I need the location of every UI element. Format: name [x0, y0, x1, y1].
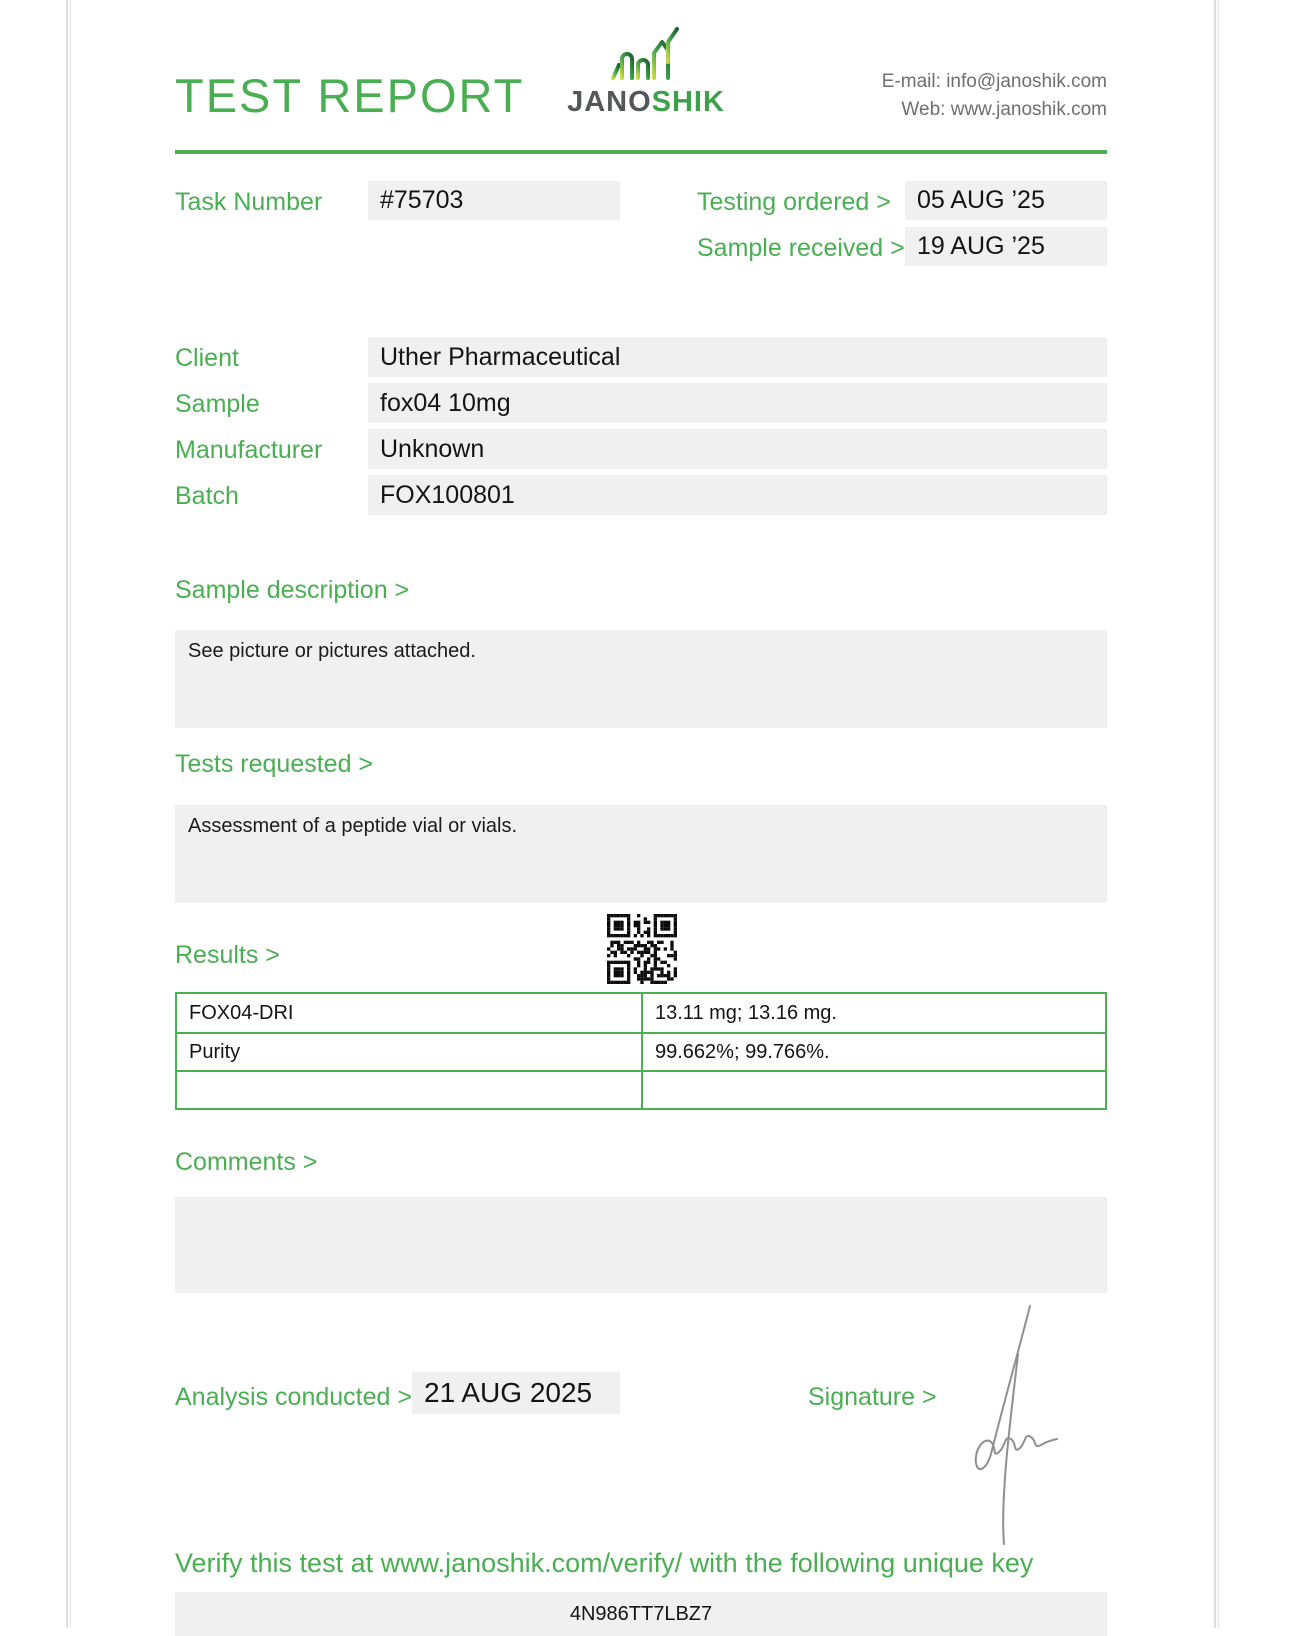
batch-label: Batch: [175, 482, 239, 510]
tests-requested-box: Assessment of a peptide vial or vials.: [175, 805, 1107, 903]
sample-description-label: Sample description >: [175, 576, 410, 604]
analysis-conducted-label: Analysis conducted >: [175, 1383, 412, 1411]
unique-key-value: 4N986TT7LBZ7: [175, 1592, 1107, 1636]
result-row-parameter: [177, 1070, 643, 1108]
batch-value: FOX100801: [368, 475, 1107, 515]
contact-web-line: [882, 96, 1107, 124]
result-row-value: 99.662%; 99.766%.: [643, 1032, 1105, 1070]
header-divider: [175, 150, 1107, 154]
analysis-date-value: 21 AUG 2025: [412, 1372, 620, 1414]
task-number-label: Task Number: [175, 188, 323, 216]
email-label: E-mail:: [881, 71, 941, 92]
result-row-parameter: Purity: [177, 1032, 643, 1070]
testing-ordered-value: 05 AUG ’25: [905, 181, 1107, 220]
web-value: www.janoshik.com: [950, 99, 1107, 120]
sample-received-value: 19 AUG ’25: [905, 227, 1107, 266]
janoshik-logo-chart-icon: [608, 26, 680, 89]
contact-block: [882, 68, 1107, 124]
task-number-value: #75703: [368, 181, 620, 220]
client-value: Uther Pharmaceutical: [368, 337, 1107, 377]
web-label: Web:: [901, 99, 946, 120]
janoshik-logo-text: [566, 86, 726, 119]
tests-requested-label: Tests requested >: [175, 750, 374, 778]
page-left-edge: [66, 0, 71, 1628]
comments-label: Comments >: [175, 1148, 318, 1176]
comments-box: [175, 1197, 1107, 1293]
signature-label: Signature >: [808, 1383, 937, 1411]
logo-text-shik: SHIK: [651, 86, 725, 118]
results-table: [175, 992, 1107, 1110]
sample-label: Sample: [175, 390, 260, 418]
sample-received-label: Sample received >: [697, 234, 905, 262]
manufacturer-label: Manufacturer: [175, 436, 323, 464]
sample-description-box: See picture or pictures attached.: [175, 630, 1107, 728]
results-label: Results >: [175, 941, 280, 969]
manufacturer-value: Unknown: [368, 429, 1107, 469]
email-value: info@janoshik.com: [946, 71, 1107, 92]
sample-value: fox04 10mg: [368, 383, 1107, 423]
qr-code: [607, 914, 677, 989]
logo-text-jano: JANO: [567, 86, 652, 118]
client-label: Client: [175, 344, 239, 372]
testing-ordered-label: Testing ordered >: [697, 188, 891, 216]
verify-text: Verify this test at www.janoshik.com/verify/ with the following unique key: [175, 1548, 1034, 1578]
page-right-edge: [1214, 0, 1219, 1628]
result-row-value: 13.11 mg; 13.16 mg.: [655, 1001, 837, 1024]
result-row-parameter: FOX04-DRI: [177, 994, 643, 1032]
contact-email-line: [882, 68, 1107, 96]
page-title: TEST REPORT: [175, 69, 525, 122]
signature-image: [958, 1296, 1090, 1557]
result-row-value: [643, 1070, 1105, 1108]
